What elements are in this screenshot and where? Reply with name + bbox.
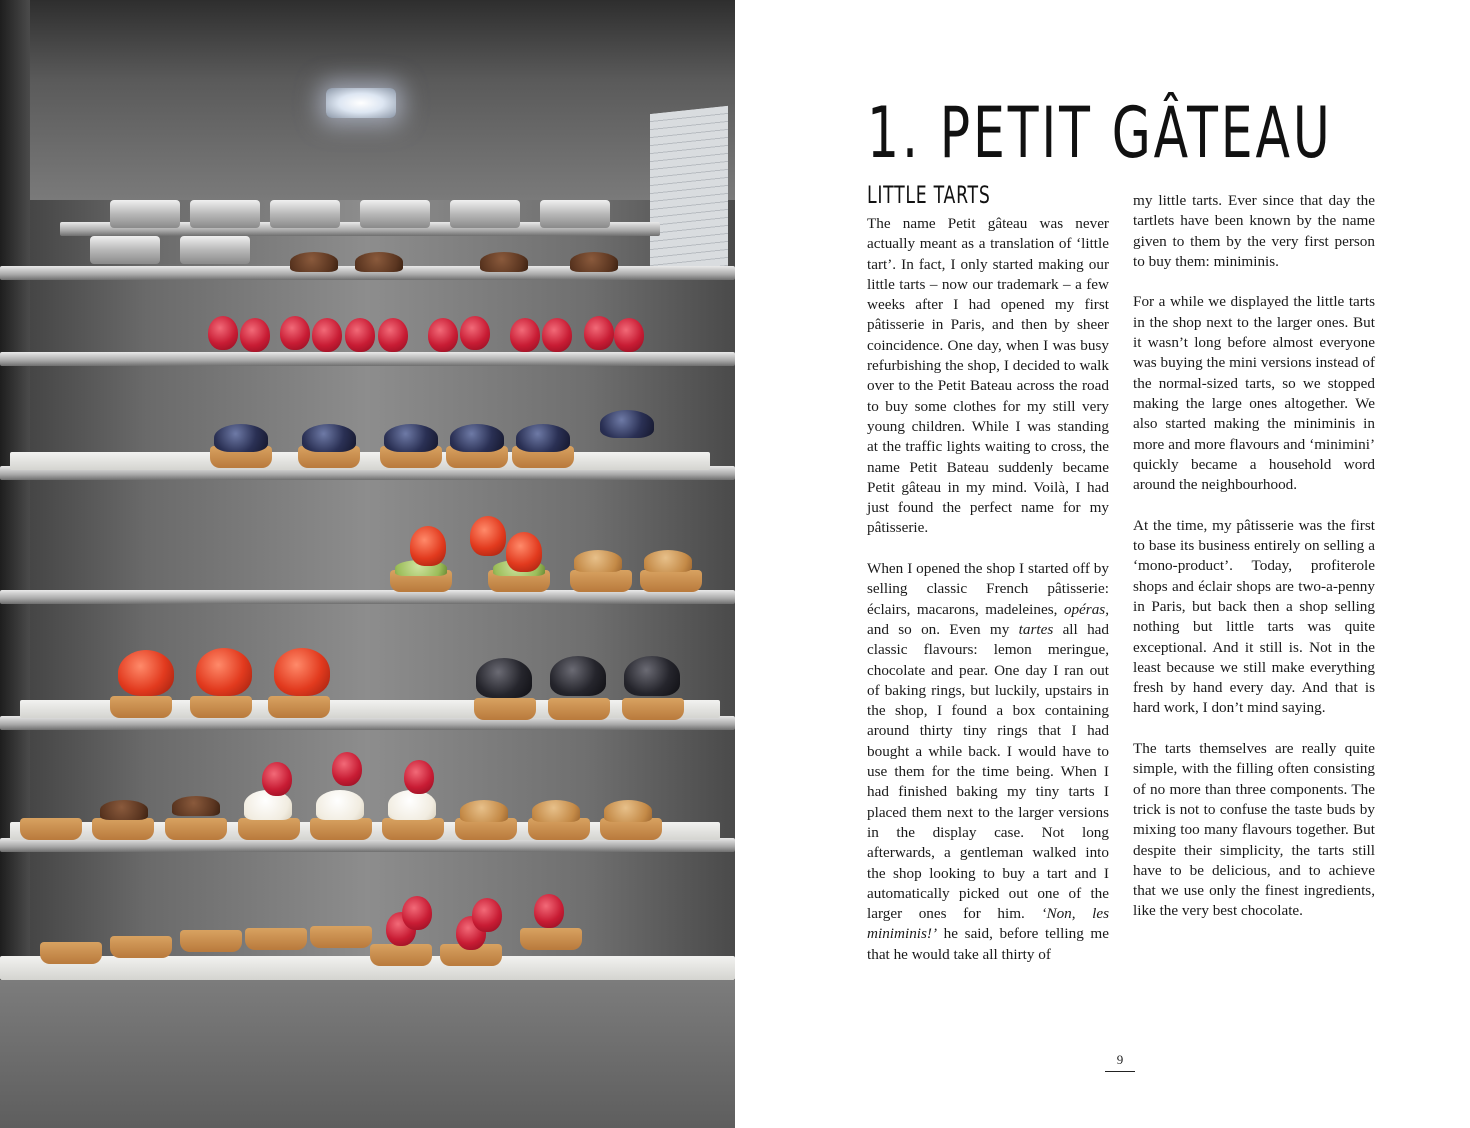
oven-floor bbox=[0, 980, 735, 1128]
almond-topping bbox=[532, 800, 580, 822]
chocolate-tart bbox=[480, 252, 528, 272]
tart-shell bbox=[190, 696, 252, 718]
tart-shell bbox=[20, 818, 82, 840]
tart-shell bbox=[180, 930, 242, 952]
chocolate-tart bbox=[172, 796, 220, 816]
paragraph: When I opened the shop I started off by selling classic French pâtisserie: éclairs, macarons, madeleines, opéras, and so on. Even my tartes all had classic flavours: lemon meringue, chocolate and pear. One day I ran out of baking rings, but luckily, upstairs in the shop, I found a box containing around thirty tiny rings that I had bought a while back. I would have to use them for the time being. When I had finished baking my tiny tarts I placed them next to the larger versions in the display case. Not long afterwards, a gentleman walked into the shop looking to buy a tart and I automatically picked out one of the larger ones for him. ‘Non, les miniminis!’ he said, before telling me that he would take all thirty of bbox=[867, 560, 1110, 963]
tart-shell bbox=[370, 944, 432, 966]
cream-topping bbox=[244, 790, 292, 820]
blueberry-topping bbox=[516, 424, 570, 452]
blueberry-topping bbox=[214, 424, 268, 452]
tart-shell bbox=[165, 818, 227, 840]
raspberry-tart bbox=[312, 318, 342, 352]
baking-ring bbox=[540, 200, 610, 228]
raspberry-tart bbox=[510, 318, 540, 352]
raspberry-tart bbox=[240, 318, 270, 352]
tart-shell bbox=[92, 818, 154, 840]
rack-shelf bbox=[0, 838, 735, 852]
baking-ring bbox=[270, 200, 340, 228]
strawberry-topping bbox=[196, 648, 252, 696]
strawberry-topping bbox=[470, 516, 506, 556]
chapter-title: 1. PETIT GÂTEAU bbox=[867, 92, 1333, 174]
tart-shell bbox=[110, 696, 172, 718]
tart-shell bbox=[110, 936, 172, 958]
rack-shelf bbox=[0, 352, 735, 366]
blueberry-topping bbox=[302, 424, 356, 452]
caramel-topping bbox=[574, 550, 622, 572]
raspberry-topping bbox=[472, 898, 502, 932]
raspberry-tart bbox=[280, 316, 310, 350]
blackberry-topping bbox=[624, 656, 680, 696]
tart-shell bbox=[40, 942, 102, 964]
baking-ring bbox=[450, 200, 520, 228]
tart-shell bbox=[474, 698, 536, 720]
baking-ring bbox=[180, 236, 250, 264]
baking-ring bbox=[360, 200, 430, 228]
raspberry-topping bbox=[402, 896, 432, 930]
text-column-2 bbox=[1133, 191, 1375, 922]
raspberry-tart bbox=[208, 316, 238, 350]
tart-shell bbox=[310, 926, 372, 948]
raspberry-tart bbox=[460, 316, 490, 350]
page-number: 9 bbox=[1105, 1052, 1135, 1072]
raspberry-tart bbox=[345, 318, 375, 352]
strawberry-topping bbox=[410, 526, 446, 566]
cream-topping bbox=[316, 790, 364, 820]
raspberry-topping bbox=[332, 752, 362, 786]
chocolate-tart bbox=[100, 800, 148, 820]
raspberry-tart bbox=[542, 318, 572, 352]
baking-paper bbox=[0, 956, 735, 980]
chocolate-tart bbox=[290, 252, 338, 272]
tart-shell bbox=[245, 928, 307, 950]
blueberry-topping bbox=[384, 424, 438, 452]
raspberry-tart bbox=[584, 316, 614, 350]
tart-shell bbox=[382, 818, 444, 840]
strawberry-topping bbox=[274, 648, 330, 696]
tart-shell bbox=[622, 698, 684, 720]
raspberry-tart bbox=[614, 318, 644, 352]
raspberry-topping bbox=[534, 894, 564, 928]
blueberry-topping bbox=[600, 410, 654, 438]
paragraph: At the time, my pâtisserie was the first to base its business entirely on selling a ‘mono-product’. Today, profiterole shops and éclair shops are two-a-penny in Paris, but back then a shop selling nothing but little tarts was quite exceptional. And it still is. Not in the least because we still make everything fresh by hand every day. And that is hard work, I don’t mind saying. bbox=[1133, 516, 1375, 717]
paragraph: The name Petit gâteau was never actually meant as a translation of ‘little tart’. In fact, I only started making our little tarts – now our trademark – a few weeks after I had opened my first pâtisserie in Paris, and then by sheer coincidence. One day, when I was busy refurbishing the shop, I decided to walk over to the Petit Bateau across the road to buy some clothes for my still very young children. While I was standing at the traffic lights waiting to cross, the name Petit Bateau suddenly became Petit gâteau in my mind. Voilà, I had just found the perfect name for my pâtisserie. bbox=[867, 215, 1109, 537]
text-page bbox=[735, 0, 1470, 1128]
paragraph: For a while we displayed the little tarts in the shop next to the larger ones. But it wasn’t long before almost everyone was buying the mini versions instead of the normal-sized tarts, so we stopped making the large ones altogether. We also started making the miniminis in more and more flavours and ‘minimini’ quickly became a household word around the neighbourhood. bbox=[1133, 293, 1375, 494]
tart-shell bbox=[640, 570, 702, 592]
raspberry-tart bbox=[378, 318, 408, 352]
paragraph: The tarts themselves are really quite simple, with the filling often consisting of no more than three components. The trick is not to confuse the taste buds by mixing too many flavours together. But despite their simplicity, the tarts still have to be delicious, and to achieve that we use only the finest ingredients, like the very best chocolate. bbox=[1133, 740, 1375, 920]
section-subheading: LITTLE TARTS bbox=[867, 181, 991, 209]
almond-topping bbox=[604, 800, 652, 822]
text-column-1 bbox=[867, 181, 1110, 965]
baking-ring bbox=[190, 200, 260, 228]
blackberry-topping bbox=[476, 658, 532, 698]
tart-shell bbox=[268, 696, 330, 718]
baking-ring bbox=[90, 236, 160, 264]
caramel-topping bbox=[644, 550, 692, 572]
baking-ring bbox=[110, 200, 180, 228]
raspberry-topping bbox=[262, 762, 292, 796]
blackberry-topping bbox=[550, 656, 606, 696]
cream-topping bbox=[388, 790, 436, 820]
raspberry-tart bbox=[428, 318, 458, 352]
chocolate-tart bbox=[570, 252, 618, 272]
tart-shell bbox=[238, 818, 300, 840]
tart-shell bbox=[520, 928, 582, 950]
strawberry-topping bbox=[506, 532, 542, 572]
rack-shelf bbox=[0, 590, 735, 604]
strawberry-topping bbox=[118, 650, 174, 696]
wall-notice bbox=[650, 106, 728, 274]
chocolate-tart bbox=[355, 252, 403, 272]
blueberry-topping bbox=[450, 424, 504, 452]
tart-shell bbox=[310, 818, 372, 840]
raspberry-topping bbox=[404, 760, 434, 794]
almond-topping bbox=[460, 800, 508, 822]
tart-shell bbox=[548, 698, 610, 720]
ceiling-light-icon bbox=[326, 88, 396, 118]
tart-shell bbox=[570, 570, 632, 592]
rack-shelf bbox=[0, 716, 735, 730]
paragraph: my little tarts. Ever since that day the tartlets have been known by the name given to them by the very first person to buy them: miniminis. bbox=[1133, 192, 1375, 270]
baking-paper bbox=[10, 452, 710, 470]
